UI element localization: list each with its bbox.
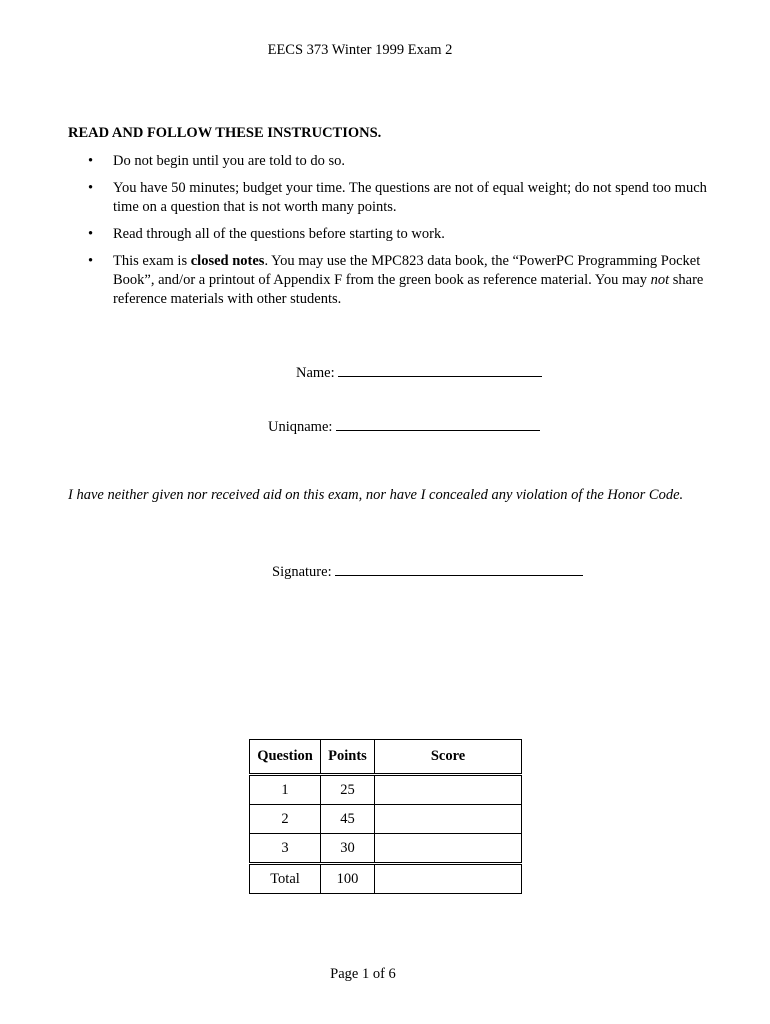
instruction-text: You have 50 minutes; budget your time. The questions are not of equal weight; do not spend too much time on a question that is not worth many points. <box>113 180 707 215</box>
instruction-text: Read through all of the questions before starting to work. <box>113 226 445 242</box>
bullet-icon: • <box>88 180 94 196</box>
score-table <box>249 739 522 894</box>
not-emphasis: not <box>650 272 670 288</box>
signature-field[interactable] <box>335 561 583 576</box>
bullet-icon: • <box>88 253 94 269</box>
instruction-item <box>88 179 708 217</box>
question-cell: 1 <box>250 775 321 805</box>
instruction-text-part: This exam is <box>113 253 191 269</box>
instruction-text-part: share reference materials with other students. <box>113 272 704 307</box>
column-header-score: Score <box>375 740 522 775</box>
uniqname-label: Uniqname: <box>268 419 333 435</box>
name-field[interactable] <box>338 362 542 377</box>
points-cell: 45 <box>321 805 375 834</box>
table-row <box>250 834 522 864</box>
total-label-cell: Total <box>250 864 321 894</box>
total-points-cell: 100 <box>321 864 375 894</box>
signature-field-row <box>272 561 583 581</box>
signature-label: Signature: <box>272 564 332 580</box>
honor-code-statement: I have neither given nor received aid on this exam, nor have I concealed any violation of the Honor Code. <box>68 487 684 503</box>
page-number: Page 1 of 6 <box>330 966 396 982</box>
name-field-row <box>296 362 542 382</box>
bullet-icon: • <box>88 153 94 169</box>
instruction-text <box>113 253 703 307</box>
question-cell: 2 <box>250 805 321 834</box>
score-cell[interactable] <box>375 805 522 834</box>
name-label: Name: <box>296 365 335 381</box>
instruction-item <box>88 252 708 309</box>
instruction-text-part: . You may use the MPC823 data book, the “PowerPC Programming Pocket Book”, and/or a printout of Appendix F from the green book as reference material. You may <box>113 253 701 288</box>
instructions-list <box>88 152 708 317</box>
score-cell[interactable] <box>375 834 522 864</box>
instruction-item <box>88 225 708 244</box>
table-row <box>250 805 522 834</box>
closed-notes-emphasis: closed notes <box>190 253 265 269</box>
instruction-text: Do not begin until you are told to do so. <box>113 153 345 169</box>
total-score-cell[interactable] <box>375 864 522 894</box>
table-row <box>250 775 522 805</box>
bullet-icon: • <box>88 226 94 242</box>
points-cell: 25 <box>321 775 375 805</box>
points-cell: 30 <box>321 834 375 864</box>
column-header-points: Points <box>321 740 375 775</box>
table-total-row <box>250 864 522 894</box>
page-header: EECS 373 Winter 1999 Exam 2 <box>267 42 453 58</box>
column-header-question: Question <box>250 740 321 775</box>
question-cell: 3 <box>250 834 321 864</box>
score-cell[interactable] <box>375 775 522 805</box>
instructions-title: READ AND FOLLOW THESE INSTRUCTIONS. <box>68 125 382 141</box>
uniqname-field-row <box>268 416 540 436</box>
uniqname-field[interactable] <box>336 416 540 431</box>
instruction-item <box>88 152 708 171</box>
table-header-row <box>250 740 522 775</box>
